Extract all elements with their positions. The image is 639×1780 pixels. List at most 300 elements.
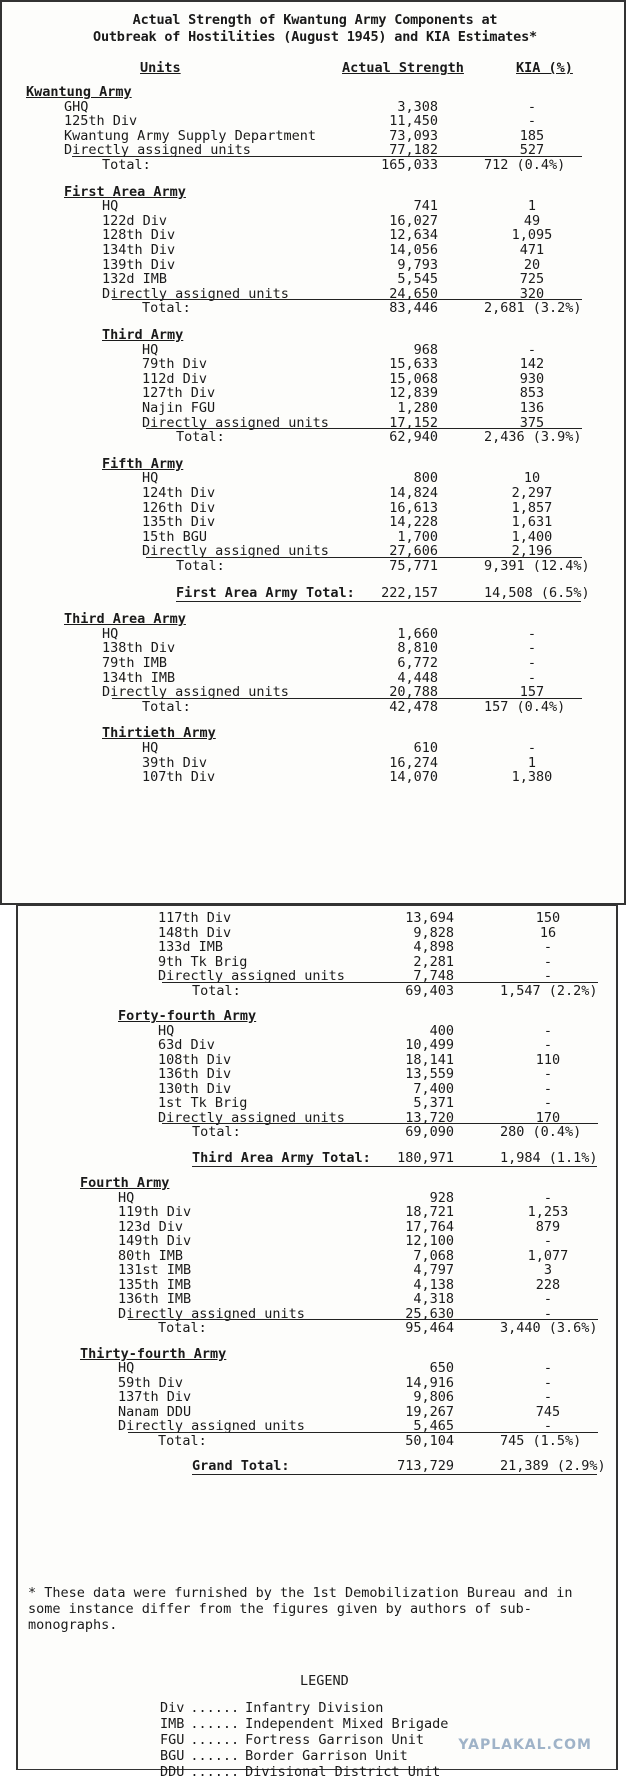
actual-strength-value: 928 <box>429 1189 454 1206</box>
actual-strength-value: 13,559 <box>405 1066 454 1082</box>
kia-value: - <box>527 98 537 115</box>
table-row <box>2 769 602 785</box>
table-row <box>2 470 602 486</box>
actual-strength-value: 62,940 <box>389 429 438 446</box>
unit-name: 134th Div <box>102 242 176 258</box>
actual-strength-value: 4,448 <box>397 669 438 686</box>
actual-strength-value: 400 <box>429 1022 454 1039</box>
unit-name: 127th Div <box>142 385 216 402</box>
kia-value: - <box>543 968 553 984</box>
kia-value: 2,196 <box>511 543 553 560</box>
section-heading <box>2 84 602 100</box>
table-row <box>2 356 602 372</box>
actual-strength-value: 83,446 <box>389 300 438 317</box>
actual-strength-value: 73,093 <box>389 127 438 144</box>
table-row <box>2 670 602 686</box>
actual-strength-value: 6,772 <box>397 655 438 671</box>
unit-name: 80th IMB <box>118 1247 184 1264</box>
unit-name: 136th Div <box>158 1066 232 1082</box>
unit-name: Directly assigned units <box>158 968 345 984</box>
actual-strength-value: 7,400 <box>413 1080 454 1097</box>
legend-item <box>160 1700 383 1716</box>
unit-name: HQ <box>142 341 159 358</box>
actual-strength-value: 17,152 <box>389 414 438 431</box>
legend-item <box>160 1748 408 1764</box>
actual-strength-value: 1,700 <box>397 528 438 545</box>
unit-name: 122d Div <box>102 212 168 229</box>
table-row <box>2 740 602 756</box>
actual-strength-value: 14,056 <box>389 242 438 258</box>
kia-value: 745 <box>535 1403 561 1420</box>
unit-name: GHQ <box>64 98 89 115</box>
document-title-line-1: Actual Strength of Kwantung Army Components at <box>132 12 498 28</box>
unit-name: Directly assigned units <box>142 543 329 560</box>
table-row <box>2 514 602 530</box>
unit-name: 119th Div <box>118 1204 192 1220</box>
table-row <box>2 257 602 273</box>
total-rule <box>146 557 582 558</box>
actual-strength-value: 12,100 <box>405 1233 454 1249</box>
kia-value: 1 <box>527 198 537 215</box>
kia-value: 2,297 <box>511 485 553 501</box>
table-row <box>2 271 602 287</box>
total-row <box>2 300 602 316</box>
total-row <box>2 429 602 445</box>
actual-strength-value: 610 <box>413 740 438 756</box>
table-row <box>2 755 602 771</box>
legend-dots: ...... <box>190 1716 240 1732</box>
legend-dots: ...... <box>190 1700 240 1716</box>
unit-name: Total: <box>158 1320 207 1336</box>
unit-name: 15th BGU <box>142 528 208 545</box>
actual-strength-value: 5,545 <box>397 271 438 288</box>
actual-strength-value: 9,806 <box>413 1389 454 1405</box>
actual-strength-value: 800 <box>413 470 438 487</box>
kia-value: 10 <box>523 470 541 487</box>
legend-abbr: FGU <box>160 1732 185 1748</box>
unit-name: 135th IMB <box>118 1276 192 1293</box>
table-row <box>2 626 602 642</box>
kia-value: - <box>527 655 537 671</box>
unit-name: 148th Div <box>158 924 232 941</box>
actual-strength-value: 42,478 <box>389 698 438 715</box>
unit-name: Forty-fourth Army <box>118 1008 257 1024</box>
kia-value: 142 <box>519 356 545 373</box>
kia-value: 14,508 (6.5%) <box>484 584 590 601</box>
kia-value: 1,077 <box>527 1247 569 1264</box>
actual-strength-value: 9,828 <box>413 924 454 941</box>
grand-total-rule <box>176 601 581 602</box>
unit-name: 138th Div <box>102 640 176 657</box>
unit-name: Kwantung Army <box>26 84 132 100</box>
actual-strength-value: 5,465 <box>413 1418 454 1434</box>
legend-dots: ...... <box>190 1764 240 1780</box>
actual-strength-value: 17,764 <box>405 1218 454 1235</box>
legend-abbr: Div <box>160 1700 185 1716</box>
unit-name: Third Area Army Total: <box>192 1149 371 1166</box>
unit-name: Thirty-fourth Army <box>80 1345 227 1362</box>
kia-value: 20 <box>523 256 541 273</box>
actual-strength-value: 4,898 <box>413 939 454 955</box>
unit-name: 79th IMB <box>102 655 168 671</box>
actual-strength-value: 8,810 <box>397 640 438 657</box>
unit-name: 124th Div <box>142 485 216 501</box>
grand-total-rule <box>192 1166 597 1167</box>
table-row <box>2 500 602 516</box>
legend-meaning: Infantry Division <box>245 1700 384 1716</box>
table-row <box>2 485 602 501</box>
unit-name: Thirtieth Army <box>102 725 216 742</box>
unit-name: Fourth Army <box>80 1175 170 1191</box>
unit-name: Total: <box>142 698 191 715</box>
actual-strength-value: 20,788 <box>389 684 438 701</box>
actual-strength-value: 968 <box>413 341 438 358</box>
total-rule <box>162 982 598 983</box>
legend-dots: ...... <box>190 1748 240 1764</box>
unit-name: 123d Div <box>118 1218 184 1235</box>
legend-item <box>160 1732 424 1748</box>
actual-strength-value: 713,729 <box>397 1458 454 1474</box>
legend-item <box>160 1716 448 1732</box>
total-row <box>2 558 602 574</box>
legend-meaning: Divisional District Unit <box>245 1764 441 1780</box>
actual-strength-value: 7,748 <box>413 968 454 984</box>
actual-strength-value: 14,070 <box>389 769 438 786</box>
grand-total-row <box>18 1458 618 1474</box>
actual-strength-value: 2,281 <box>413 953 454 970</box>
kia-value: 1,253 <box>527 1204 569 1220</box>
unit-name: Grand Total: <box>192 1458 290 1474</box>
unit-name: Total: <box>192 1124 241 1140</box>
unit-name: 128th Div <box>102 227 176 244</box>
unit-name: Total: <box>158 1432 207 1449</box>
kia-value: - <box>527 625 537 642</box>
document-page-1 <box>0 0 626 905</box>
section-heading <box>2 725 602 741</box>
total-rule <box>128 1319 598 1320</box>
unit-name: 134th IMB <box>102 669 176 686</box>
actual-strength-value: 650 <box>429 1360 454 1376</box>
unit-name: 112d Div <box>142 370 208 387</box>
table-row <box>2 655 602 671</box>
document-title-line-2: Outbreak of Hostilities (August 1945) and KIA Estimates* <box>93 29 537 45</box>
unit-name: Total: <box>176 429 225 446</box>
unit-name: 9th Tk Brig <box>158 953 248 970</box>
actual-strength-value: 95,464 <box>405 1320 454 1336</box>
column-header-strength: Actual Strength <box>342 60 464 76</box>
kia-value: 110 <box>535 1051 561 1068</box>
actual-strength-value: 50,104 <box>405 1432 454 1449</box>
legend-abbr: DDU <box>160 1764 185 1780</box>
table-row <box>2 128 602 144</box>
actual-strength-value: 4,138 <box>413 1276 454 1293</box>
unit-name: 136th IMB <box>118 1291 192 1307</box>
kia-value: 320 <box>519 285 545 302</box>
unit-name: Third Area Army <box>64 611 186 628</box>
unit-name: Directly assigned units <box>142 414 329 431</box>
unit-name: 59th Div <box>118 1374 184 1391</box>
kia-value: 185 <box>519 127 545 144</box>
kia-value: - <box>543 1037 553 1053</box>
section-heading <box>2 456 602 472</box>
actual-strength-value: 18,721 <box>405 1204 454 1220</box>
actual-strength-value: 13,694 <box>405 910 454 926</box>
kia-value: 150 <box>535 910 561 926</box>
unit-name: Total: <box>176 558 225 574</box>
kia-value: - <box>543 1080 553 1097</box>
section-heading <box>2 327 602 343</box>
actual-strength-value: 16,274 <box>389 754 438 771</box>
kia-value: - <box>543 939 553 955</box>
actual-strength-value: 3,308 <box>397 98 438 115</box>
actual-strength-value: 12,634 <box>389 227 438 244</box>
unit-name: 126th Div <box>142 499 216 516</box>
kia-value: 2,681 (3.2%) <box>484 300 582 317</box>
table-row <box>2 213 602 229</box>
actual-strength-value: 15,068 <box>389 370 438 387</box>
total-row <box>18 1320 618 1336</box>
total-rule <box>72 156 582 157</box>
kia-value: 9,391 (12.4%) <box>484 558 590 574</box>
section-heading <box>2 611 602 627</box>
kia-value: 16 <box>539 924 557 941</box>
unit-name: 131st IMB <box>118 1262 192 1278</box>
table-row <box>2 400 602 416</box>
kia-value: - <box>543 1022 553 1039</box>
actual-strength-value: 25,630 <box>405 1305 454 1322</box>
unit-name: Fifth Army <box>102 455 184 472</box>
actual-strength-value: 1,280 <box>397 400 438 416</box>
unit-name: 132d IMB <box>102 271 168 288</box>
actual-strength-value: 7,068 <box>413 1247 454 1264</box>
kia-value: 1,400 <box>511 528 553 545</box>
actual-strength-value: 14,824 <box>389 485 438 501</box>
kia-value: - <box>543 1233 553 1249</box>
grand-total-row <box>2 585 602 601</box>
unit-name: Kwantung Army Supply Department <box>64 127 316 144</box>
total-row <box>2 699 602 715</box>
grand-total-row <box>18 1150 618 1166</box>
unit-name: 130th Div <box>158 1080 232 1097</box>
unit-name: 108th Div <box>158 1051 232 1068</box>
kia-value: 745 (1.5%) <box>500 1432 582 1449</box>
kia-value: 930 <box>519 370 545 387</box>
actual-strength-value: 16,613 <box>389 499 438 516</box>
unit-name: Total: <box>102 157 151 173</box>
total-row <box>18 983 618 999</box>
unit-name: HQ <box>118 1360 135 1376</box>
actual-strength-value: 180,971 <box>397 1149 454 1166</box>
actual-strength-value: 5,371 <box>413 1095 454 1111</box>
unit-name: 63d Div <box>158 1037 215 1053</box>
legend-title: LEGEND <box>300 1673 349 1689</box>
kia-value: 280 (0.4%) <box>500 1124 582 1140</box>
unit-name: HQ <box>118 1189 135 1206</box>
kia-value: 21,389 (2.9%) <box>500 1458 606 1474</box>
legend-item <box>160 1764 440 1780</box>
total-rule <box>112 698 582 699</box>
kia-value: 879 <box>535 1218 561 1235</box>
unit-name: First Area Army <box>64 183 186 200</box>
actual-strength-value: 75,771 <box>389 558 438 574</box>
total-rule <box>128 1432 598 1433</box>
unit-name: Directly assigned units <box>102 684 289 701</box>
actual-strength-value: 15,633 <box>389 356 438 373</box>
kia-value: 1,631 <box>511 514 553 531</box>
actual-strength-value: 4,797 <box>413 1262 454 1278</box>
kia-value: - <box>543 1066 553 1082</box>
kia-value: - <box>543 1389 553 1405</box>
kia-value: 136 <box>519 400 545 416</box>
kia-value: - <box>543 1095 553 1111</box>
table-row <box>2 99 602 115</box>
table-row <box>2 198 602 214</box>
kia-value: 1,380 <box>511 769 553 786</box>
unit-name: 79th Div <box>142 356 208 373</box>
table-row <box>2 385 602 401</box>
actual-strength-value: 222,157 <box>381 584 438 601</box>
actual-strength-value: 27,606 <box>389 543 438 560</box>
kia-value: 170 <box>535 1109 561 1126</box>
unit-name: HQ <box>142 470 159 487</box>
actual-strength-value: 741 <box>413 198 438 215</box>
actual-strength-value: 11,450 <box>389 113 438 130</box>
kia-value: - <box>543 1189 553 1206</box>
kia-value: - <box>527 669 537 686</box>
kia-value: - <box>543 1360 553 1376</box>
kia-value: 1,984 (1.1%) <box>500 1149 598 1166</box>
unit-name: 137th Div <box>118 1389 192 1405</box>
actual-strength-value: 13,720 <box>405 1109 454 1126</box>
kia-value: 3 <box>543 1262 553 1278</box>
kia-value: - <box>543 1305 553 1322</box>
total-rule <box>112 299 582 300</box>
unit-name: 117th Div <box>158 910 232 926</box>
kia-value: - <box>527 113 537 130</box>
total-row <box>18 1433 618 1449</box>
column-header-kia: KIA (%) <box>516 60 573 76</box>
unit-name: 139th Div <box>102 256 176 273</box>
grand-total-rule <box>192 1474 597 1475</box>
kia-value: 157 <box>519 684 545 701</box>
legend-abbr: IMB <box>160 1716 185 1732</box>
kia-value: - <box>527 740 537 756</box>
unit-name: 125th Div <box>64 113 138 130</box>
kia-value: 375 <box>519 414 545 431</box>
actual-strength-value: 1,660 <box>397 625 438 642</box>
unit-name: Nanam DDU <box>118 1403 192 1420</box>
kia-value: - <box>543 1291 553 1307</box>
column-header-units: Units <box>140 60 181 76</box>
legend-meaning: Border Garrison Unit <box>245 1748 408 1764</box>
actual-strength-value: 19,267 <box>405 1403 454 1420</box>
kia-value: 1,095 <box>511 227 553 244</box>
kia-value: 471 <box>519 242 545 258</box>
section-heading <box>2 184 602 200</box>
kia-value: 3,440 (3.6%) <box>500 1320 598 1336</box>
unit-name: Najin FGU <box>142 400 216 416</box>
kia-value: 228 <box>535 1276 561 1293</box>
watermark: YAPLAKAL.COM <box>458 1737 592 1753</box>
actual-strength-value: 9,793 <box>397 256 438 273</box>
kia-value: - <box>543 1374 553 1391</box>
kia-value: 712 (0.4%) <box>484 157 566 173</box>
kia-value: 1,857 <box>511 499 553 516</box>
unit-name: Directly assigned units <box>64 142 251 159</box>
unit-name: Total: <box>192 982 241 999</box>
kia-value: 49 <box>523 212 541 229</box>
table-row <box>2 113 602 129</box>
document-page-2 <box>16 905 618 1780</box>
actual-strength-value: 69,403 <box>405 982 454 999</box>
total-row <box>18 1124 618 1140</box>
unit-name: First Area Army Total: <box>176 584 355 601</box>
table-row <box>2 242 602 258</box>
kia-value: - <box>543 953 553 970</box>
table-row <box>2 529 602 545</box>
actual-strength-value: 10,499 <box>405 1037 454 1053</box>
unit-name: 1st Tk Brig <box>158 1095 248 1111</box>
total-rule <box>146 428 582 429</box>
actual-strength-value: 165,033 <box>381 157 438 173</box>
kia-value: - <box>527 341 537 358</box>
actual-strength-value: 12,839 <box>389 385 438 402</box>
total-rule <box>162 1123 598 1124</box>
unit-name: Third Army <box>102 327 184 343</box>
actual-strength-value: 14,228 <box>389 514 438 531</box>
table-row <box>2 342 602 358</box>
actual-strength-value: 4,318 <box>413 1291 454 1307</box>
unit-name: Total: <box>142 300 191 317</box>
kia-value: 157 (0.4%) <box>484 698 566 715</box>
unit-name: HQ <box>158 1022 175 1039</box>
actual-strength-value: 69,090 <box>405 1124 454 1140</box>
kia-value: 1 <box>527 754 537 771</box>
unit-name: 149th Div <box>118 1233 192 1249</box>
legend-dots: ...... <box>190 1732 240 1748</box>
unit-name: Directly assigned units <box>118 1305 305 1322</box>
legend-meaning: Independent Mixed Brigade <box>245 1716 449 1732</box>
unit-name: 133d IMB <box>158 939 224 955</box>
table-row <box>2 640 602 656</box>
actual-strength-value: 77,182 <box>389 142 438 159</box>
kia-value: - <box>527 640 537 657</box>
unit-name: HQ <box>102 198 119 215</box>
unit-name: 39th Div <box>142 754 208 771</box>
table-row <box>2 227 602 243</box>
actual-strength-value: 14,916 <box>405 1374 454 1391</box>
kia-value: 2,436 (3.9%) <box>484 429 582 446</box>
actual-strength-value: 24,650 <box>389 285 438 302</box>
legend-meaning: Fortress Garrison Unit <box>245 1732 424 1748</box>
unit-name: Directly assigned units <box>118 1418 305 1434</box>
legend-abbr: BGU <box>160 1748 185 1764</box>
kia-value: 1,547 (2.2%) <box>500 982 598 999</box>
unit-name: 107th Div <box>142 769 216 786</box>
actual-strength-value: 16,027 <box>389 212 438 229</box>
kia-value: 725 <box>519 271 545 288</box>
footnote: * These data were furnished by the 1st Demobilization Bureau and in some instance differ from the figures given by authors of sub-monographs. <box>28 1585 573 1633</box>
kia-value: 853 <box>519 385 545 402</box>
total-row <box>2 157 602 173</box>
actual-strength-value: 18,141 <box>405 1051 454 1068</box>
table-row <box>2 371 602 387</box>
kia-value: - <box>543 1418 553 1434</box>
unit-name: HQ <box>142 740 159 756</box>
unit-name: Directly assigned units <box>102 285 289 302</box>
kia-value: 527 <box>519 142 545 159</box>
unit-name: HQ <box>102 625 119 642</box>
